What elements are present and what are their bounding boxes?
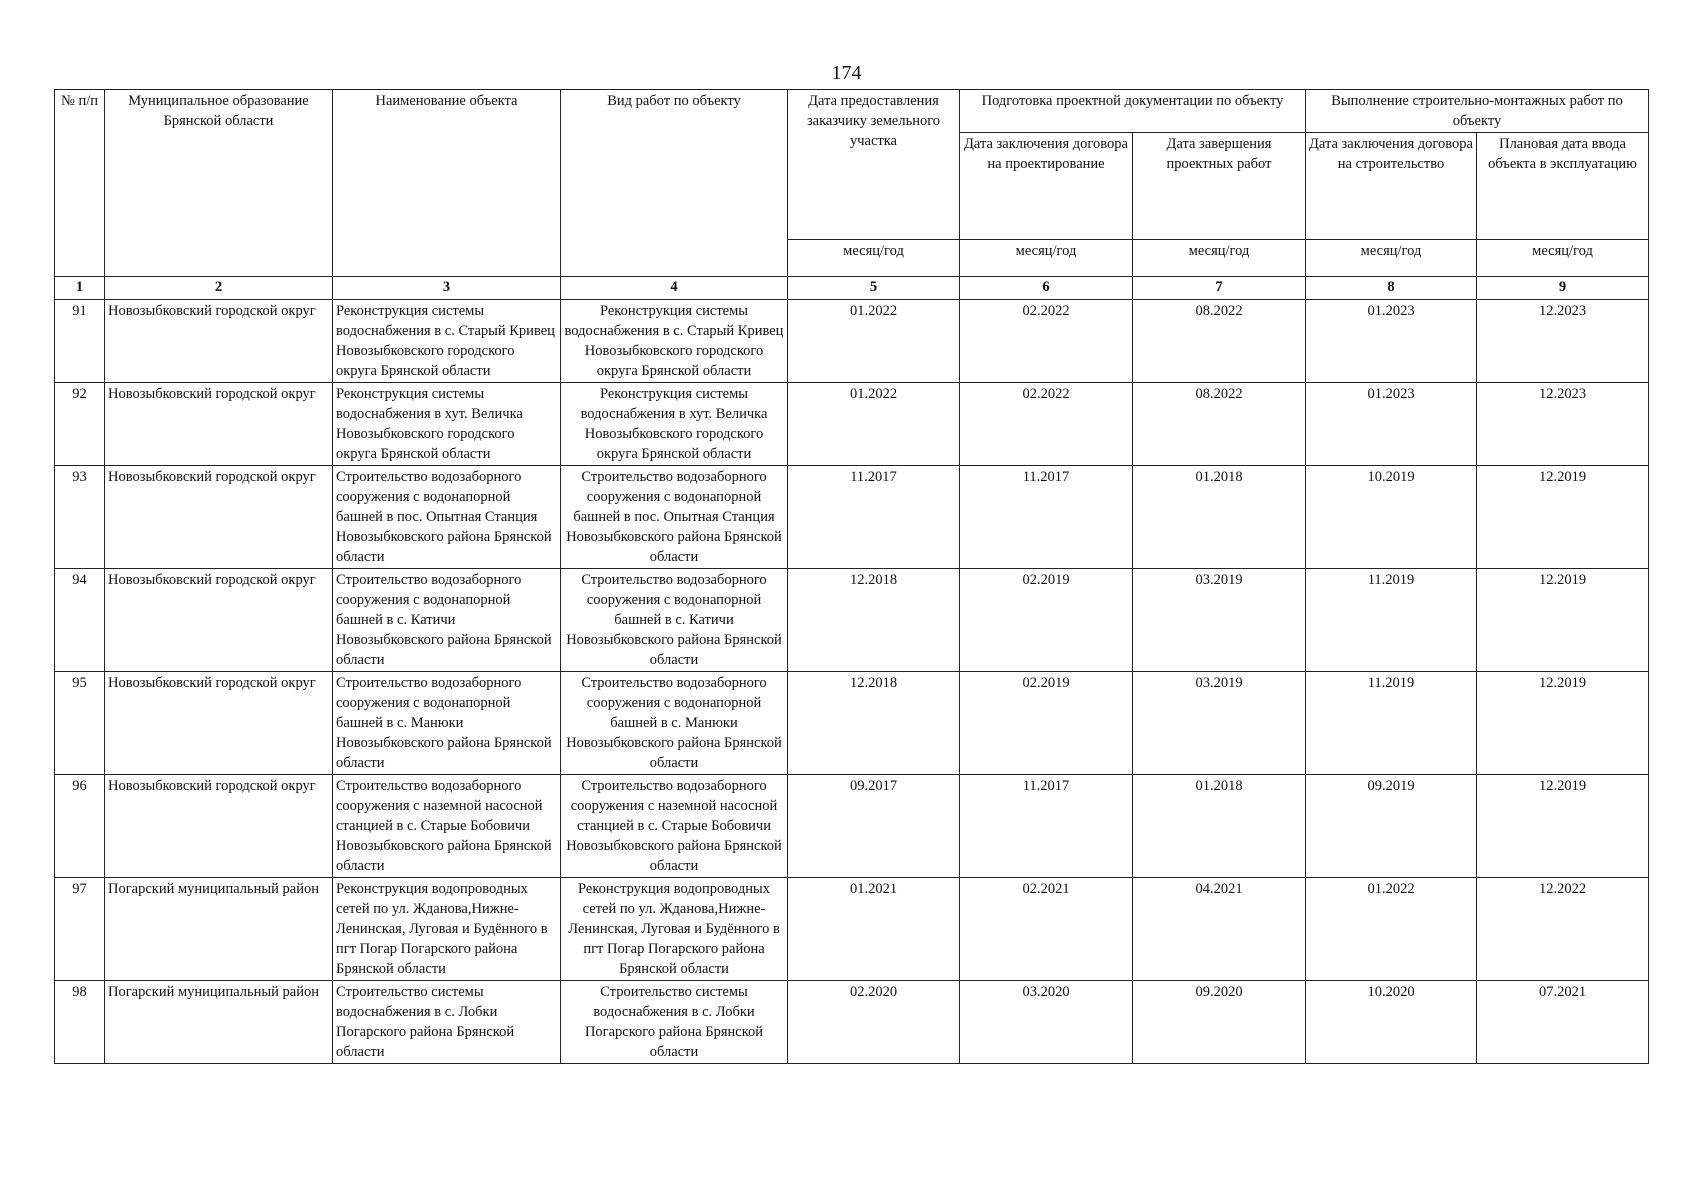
municipality-cell: Новозыбковский городской округ [105, 569, 333, 672]
table-row [55, 672, 1649, 775]
column-number: 5 [788, 277, 960, 300]
municipality-cell: Новозыбковский городской округ [105, 672, 333, 775]
row-number: 92 [55, 383, 105, 466]
design-contract-cell: 02.2019 [960, 672, 1133, 775]
design-complete-cell: 03.2019 [1133, 672, 1306, 775]
municipality-cell: Погарский муниципальный район [105, 878, 333, 981]
column-number: 3 [333, 277, 561, 300]
table-row [55, 878, 1649, 981]
column-number: 2 [105, 277, 333, 300]
design-complete-cell: 04.2021 [1133, 878, 1306, 981]
design-contract-cell: 02.2019 [960, 569, 1133, 672]
design-contract-cell: 11.2017 [960, 775, 1133, 878]
municipality-cell: Погарский муниципальный район [105, 981, 333, 1064]
design-complete-cell: 08.2022 [1133, 300, 1306, 383]
row-number: 95 [55, 672, 105, 775]
column-number: 1 [55, 277, 105, 300]
column-number: 6 [960, 277, 1133, 300]
table-row [55, 569, 1649, 672]
object-name-cell: Строительство водозаборного сооружения с наземной насосной станцией в с. Старые Бобовичи Новозыбковского района Брянской области [333, 775, 561, 878]
table-row [55, 300, 1649, 383]
column-number: 8 [1306, 277, 1477, 300]
commissioning-cell: 12.2022 [1477, 878, 1649, 981]
column-number: 7 [1133, 277, 1306, 300]
header-design-group: Подготовка проектной документации по объекту [960, 90, 1306, 133]
header-design-contract: Дата заключения договора на проектирование [960, 133, 1133, 240]
land-date-cell: 01.2022 [788, 383, 960, 466]
construction-contract-cell: 11.2019 [1306, 672, 1477, 775]
header-unit: месяц/год [960, 240, 1133, 277]
object-name-cell: Строительство водозаборного сооружения с водонапорной башней в с. Катичи Новозыбковского района Брянской области [333, 569, 561, 672]
row-number: 97 [55, 878, 105, 981]
table-row [55, 981, 1649, 1064]
header-unit: месяц/год [1133, 240, 1306, 277]
object-name-cell: Строительство водозаборного сооружения с водонапорной башней в пос. Опытная Станция Новозыбковского района Брянской области [333, 466, 561, 569]
land-date-cell: 09.2017 [788, 775, 960, 878]
work-type-cell: Строительство системы водоснабжения в с. Лобки Погарского района Брянской области [561, 981, 788, 1064]
land-date-cell: 01.2022 [788, 300, 960, 383]
land-date-cell: 12.2018 [788, 569, 960, 672]
header-commissioning: Плановая дата ввода объекта в эксплуатацию [1477, 133, 1649, 240]
work-type-cell: Строительство водозаборного сооружения с водонапорной башней в с. Катичи Новозыбковского района Брянской области [561, 569, 788, 672]
construction-contract-cell: 09.2019 [1306, 775, 1477, 878]
commissioning-cell: 12.2019 [1477, 466, 1649, 569]
row-number: 96 [55, 775, 105, 878]
commissioning-cell: 12.2019 [1477, 775, 1649, 878]
construction-contract-cell: 11.2019 [1306, 569, 1477, 672]
work-type-cell: Реконструкция системы водоснабжения в с. Старый Кривец Новозыбковского городского округа Брянской области [561, 300, 788, 383]
header-municipality: Муниципальное образование Брянской области [105, 90, 333, 277]
table-row [55, 466, 1649, 569]
work-type-cell: Строительство водозаборного сооружения с водонапорной башней в с. Манюки Новозыбковского района Брянской области [561, 672, 788, 775]
municipality-cell: Новозыбковский городской округ [105, 775, 333, 878]
commissioning-cell: 07.2021 [1477, 981, 1649, 1064]
object-name-cell: Реконструкция системы водоснабжения в с. Старый Кривец Новозыбковского городского округа Брянской области [333, 300, 561, 383]
header-unit: месяц/год [1306, 240, 1477, 277]
land-date-cell: 01.2021 [788, 878, 960, 981]
header-object-name: Наименование объекта [333, 90, 561, 277]
design-complete-cell: 08.2022 [1133, 383, 1306, 466]
design-contract-cell: 02.2022 [960, 383, 1133, 466]
land-date-cell: 11.2017 [788, 466, 960, 569]
construction-contract-cell: 01.2023 [1306, 383, 1477, 466]
row-number: 91 [55, 300, 105, 383]
construction-contract-cell: 01.2022 [1306, 878, 1477, 981]
row-number: 94 [55, 569, 105, 672]
work-type-cell: Реконструкция водопроводных сетей по ул. Жданова,Нижне-Ленинская, Луговая и Будённого в пгт Погар Погарского района Брянской области [561, 878, 788, 981]
header-construction-group: Выполнение строительно-монтажных работ по объекту [1306, 90, 1649, 133]
table-row [55, 383, 1649, 466]
page-number: 174 [831, 62, 862, 84]
header-unit: месяц/год [788, 240, 960, 277]
work-type-cell: Строительство водозаборного сооружения с водонапорной башней в пос. Опытная Станция Новозыбковского района Брянской области [561, 466, 788, 569]
construction-contract-cell: 01.2023 [1306, 300, 1477, 383]
municipality-cell: Новозыбковский городской округ [105, 466, 333, 569]
column-numbers-row [55, 277, 1649, 300]
object-name-cell: Реконструкция водопроводных сетей по ул. Жданова,Нижне-Ленинская, Луговая и Будённого в пгт Погар Погарского района Брянской области [333, 878, 561, 981]
commissioning-cell: 12.2019 [1477, 569, 1649, 672]
land-date-cell: 12.2018 [788, 672, 960, 775]
work-type-cell: Строительство водозаборного сооружения с наземной насосной станцией в с. Старые Бобовичи Новозыбковского района Брянской области [561, 775, 788, 878]
municipality-cell: Новозыбковский городской округ [105, 300, 333, 383]
work-type-cell: Реконструкция системы водоснабжения в хут. Величка Новозыбковского городского округа Брянской области [561, 383, 788, 466]
object-name-cell: Реконструкция системы водоснабжения в хут. Величка Новозыбковского городского округа Брянской области [333, 383, 561, 466]
table-row [55, 775, 1649, 878]
header-land-date: Дата предоставления заказчику земельного участка [788, 90, 960, 240]
land-date-cell: 02.2020 [788, 981, 960, 1064]
design-contract-cell: 11.2017 [960, 466, 1133, 569]
commissioning-cell: 12.2023 [1477, 300, 1649, 383]
construction-contract-cell: 10.2020 [1306, 981, 1477, 1064]
design-complete-cell: 01.2018 [1133, 466, 1306, 569]
commissioning-cell: 12.2023 [1477, 383, 1649, 466]
design-complete-cell: 09.2020 [1133, 981, 1306, 1064]
row-number: 93 [55, 466, 105, 569]
header-construction-contract: Дата заключения договора на строительство [1306, 133, 1477, 240]
objects-table [54, 89, 1649, 1064]
design-contract-cell: 02.2021 [960, 878, 1133, 981]
municipality-cell: Новозыбковский городской округ [105, 383, 333, 466]
object-name-cell: Строительство водозаборного сооружения с водонапорной башней в с. Манюки Новозыбковского района Брянской области [333, 672, 561, 775]
header-design-complete: Дата завершения проектных работ [1133, 133, 1306, 240]
header-work-type: Вид работ по объекту [561, 90, 788, 277]
design-contract-cell: 03.2020 [960, 981, 1133, 1064]
commissioning-cell: 12.2019 [1477, 672, 1649, 775]
object-name-cell: Строительство системы водоснабжения в с. Лобки Погарского района Брянской области [333, 981, 561, 1064]
column-number: 4 [561, 277, 788, 300]
design-complete-cell: 03.2019 [1133, 569, 1306, 672]
column-number: 9 [1477, 277, 1649, 300]
design-complete-cell: 01.2018 [1133, 775, 1306, 878]
design-contract-cell: 02.2022 [960, 300, 1133, 383]
header-number: № п/п [55, 90, 105, 277]
construction-contract-cell: 10.2019 [1306, 466, 1477, 569]
row-number: 98 [55, 981, 105, 1064]
header-unit: месяц/год [1477, 240, 1649, 277]
